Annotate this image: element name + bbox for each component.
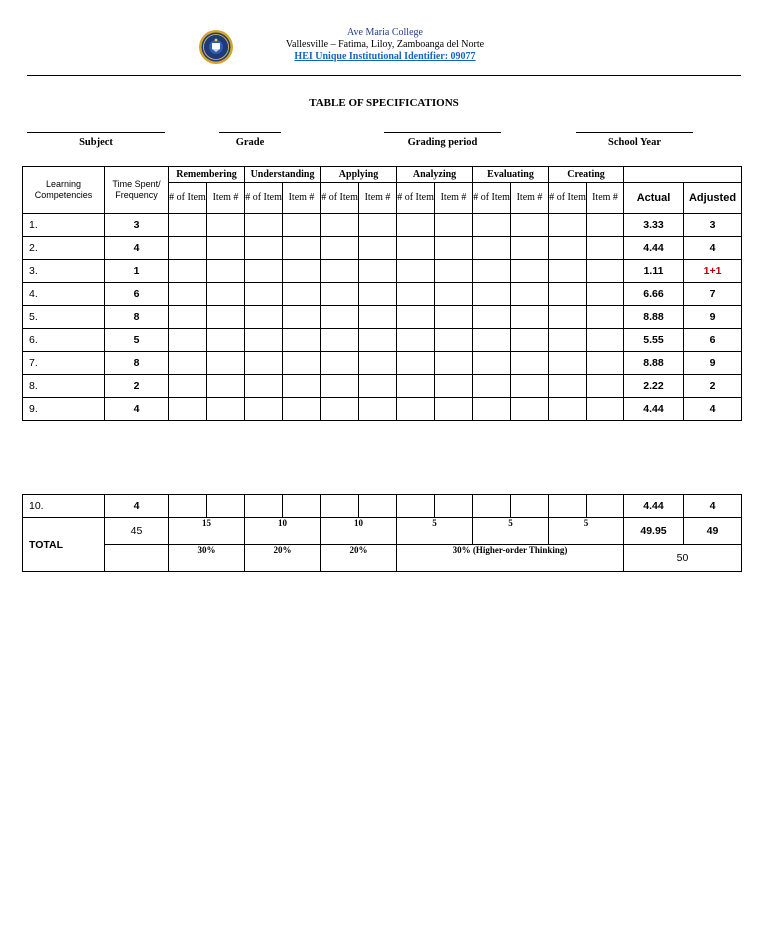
- item-entry-cell[interactable]: [169, 260, 207, 283]
- adjusted-cell: 9: [684, 352, 742, 375]
- item-entry-cell[interactable]: [549, 237, 587, 260]
- item-entry-cell[interactable]: [435, 260, 473, 283]
- item-entry-cell[interactable]: [207, 375, 245, 398]
- actual-cell: 8.88: [624, 306, 684, 329]
- item-entry-cell[interactable]: [169, 375, 207, 398]
- time-spent-cell: 8: [105, 352, 169, 375]
- actual-cell: 8.88: [624, 352, 684, 375]
- document-title: TABLE OF SPECIFICATIONS: [309, 97, 459, 109]
- item-entry-cell[interactable]: [549, 495, 587, 518]
- item-entry-cell[interactable]: [245, 352, 283, 375]
- table-row: [23, 306, 742, 329]
- item-entry-cell[interactable]: [359, 329, 397, 352]
- level-header-creating: Creating: [549, 167, 624, 183]
- item-entry-cell[interactable]: [207, 306, 245, 329]
- specifications-table: [22, 166, 742, 421]
- actual-header: Actual: [624, 183, 684, 214]
- item-entry-cell[interactable]: [207, 260, 245, 283]
- document-header: [0, 0, 768, 80]
- item-entry-cell[interactable]: [435, 375, 473, 398]
- item-entry-cell[interactable]: [397, 306, 435, 329]
- adjusted-cell: 4: [684, 495, 742, 518]
- num-items-header: # of Item: [169, 183, 207, 214]
- item-entry-cell[interactable]: [169, 283, 207, 306]
- num-items-header: # of Item: [397, 183, 435, 214]
- item-entry-cell[interactable]: [245, 283, 283, 306]
- table-row: [23, 398, 742, 421]
- row-number: 1.: [23, 214, 105, 237]
- total-adjusted: 49: [684, 518, 742, 545]
- item-entry-cell[interactable]: [549, 260, 587, 283]
- grading-period-field-line[interactable]: [384, 132, 501, 133]
- item-entry-cell[interactable]: [283, 495, 321, 518]
- school-year-label: School Year: [608, 137, 661, 148]
- item-entry-cell[interactable]: [207, 495, 245, 518]
- adjusted-cell: 9: [684, 306, 742, 329]
- item-entry-cell[interactable]: [321, 283, 359, 306]
- item-entry-cell[interactable]: [435, 495, 473, 518]
- item-number-header: Item #: [283, 183, 321, 214]
- item-entry-cell[interactable]: [283, 352, 321, 375]
- table-row: [23, 214, 742, 237]
- item-entry-cell[interactable]: [321, 495, 359, 518]
- time-spent-cell: 2: [105, 375, 169, 398]
- item-entry-cell[interactable]: [245, 375, 283, 398]
- pct-understanding: 20%: [245, 545, 321, 572]
- item-entry-cell[interactable]: [283, 283, 321, 306]
- item-entry-cell[interactable]: [283, 398, 321, 421]
- item-entry-cell[interactable]: [207, 398, 245, 421]
- item-entry-cell[interactable]: [283, 214, 321, 237]
- item-entry-cell[interactable]: [359, 237, 397, 260]
- row-number: 3.: [23, 260, 105, 283]
- table-row: [23, 237, 742, 260]
- time-spent-header: Time Spent/ Frequency: [105, 167, 169, 214]
- item-entry-cell[interactable]: [511, 329, 549, 352]
- row-number: 10.: [23, 495, 105, 518]
- item-entry-cell[interactable]: [207, 237, 245, 260]
- total-label: TOTAL: [23, 518, 105, 572]
- time-spent-cell: 4: [105, 495, 169, 518]
- item-entry-cell[interactable]: [283, 237, 321, 260]
- item-entry-cell[interactable]: [587, 495, 624, 518]
- item-entry-cell[interactable]: [359, 375, 397, 398]
- time-spent-cell: 3: [105, 214, 169, 237]
- table-row: [23, 352, 742, 375]
- item-number-header: Item #: [587, 183, 624, 214]
- time-spent-cell: 6: [105, 283, 169, 306]
- item-entry-cell[interactable]: [321, 214, 359, 237]
- item-entry-cell[interactable]: [169, 329, 207, 352]
- level-header-remembering: Remembering: [169, 167, 245, 183]
- item-entry-cell[interactable]: [283, 375, 321, 398]
- item-entry-cell[interactable]: [359, 260, 397, 283]
- item-entry-cell[interactable]: [511, 375, 549, 398]
- item-entry-cell[interactable]: [397, 352, 435, 375]
- item-entry-cell[interactable]: [245, 260, 283, 283]
- actual-cell: 6.66: [624, 283, 684, 306]
- level-header-evaluating: Evaluating: [473, 167, 549, 183]
- item-entry-cell[interactable]: [397, 283, 435, 306]
- item-entry-cell[interactable]: [359, 214, 397, 237]
- item-entry-cell[interactable]: [283, 260, 321, 283]
- item-entry-cell[interactable]: [549, 398, 587, 421]
- subject-label: Subject: [79, 137, 113, 148]
- level-total-creating: 5: [549, 518, 624, 545]
- item-entry-cell[interactable]: [473, 306, 511, 329]
- actual-cell: 4.44: [624, 237, 684, 260]
- grand-total: 50: [624, 545, 742, 572]
- level-total-analyzing: 5: [397, 518, 473, 545]
- item-entry-cell[interactable]: [321, 398, 359, 421]
- specifications-total-table: [22, 494, 742, 572]
- time-spent-cell: 4: [105, 237, 169, 260]
- level-total-evaluating: 5: [473, 518, 549, 545]
- item-entry-cell[interactable]: [435, 283, 473, 306]
- item-entry-cell[interactable]: [245, 495, 283, 518]
- adjusted-cell: 4: [684, 237, 742, 260]
- item-entry-cell[interactable]: [549, 352, 587, 375]
- num-items-header: # of Item: [473, 183, 511, 214]
- item-entry-cell[interactable]: [435, 352, 473, 375]
- item-entry-cell[interactable]: [587, 375, 624, 398]
- table-row: [23, 283, 742, 306]
- item-entry-cell[interactable]: [207, 283, 245, 306]
- item-entry-cell[interactable]: [549, 375, 587, 398]
- item-entry-cell[interactable]: [511, 214, 549, 237]
- time-spent-cell: 5: [105, 329, 169, 352]
- item-number-header: Item #: [511, 183, 549, 214]
- item-entry-cell[interactable]: [245, 306, 283, 329]
- item-entry-cell[interactable]: [321, 352, 359, 375]
- grading-period-label: Grading period: [407, 137, 478, 148]
- item-entry-cell[interactable]: [473, 329, 511, 352]
- item-entry-cell[interactable]: [397, 495, 435, 518]
- item-entry-cell[interactable]: [169, 214, 207, 237]
- level-header-applying: Applying: [321, 167, 397, 183]
- item-entry-cell[interactable]: [587, 398, 624, 421]
- item-entry-cell[interactable]: [435, 214, 473, 237]
- item-entry-cell[interactable]: [397, 237, 435, 260]
- item-entry-cell[interactable]: [587, 237, 624, 260]
- pct-applying: 20%: [321, 545, 397, 572]
- college-seal-icon: [198, 29, 234, 65]
- header-divider: [27, 75, 741, 76]
- item-entry-cell[interactable]: [397, 329, 435, 352]
- item-entry-cell[interactable]: [435, 306, 473, 329]
- institution-identifier-link[interactable]: HEI Unique Institutional Identifier: 09077: [294, 51, 476, 62]
- row-number: 8.: [23, 375, 105, 398]
- num-items-header: # of Item: [321, 183, 359, 214]
- item-entry-cell[interactable]: [321, 375, 359, 398]
- item-entry-cell[interactable]: [397, 375, 435, 398]
- grade-field-line[interactable]: [219, 132, 281, 133]
- table-row: [23, 260, 742, 283]
- subject-field-line[interactable]: [27, 132, 165, 133]
- actual-cell: 1.11: [624, 260, 684, 283]
- level-total-remembering: 15: [169, 518, 245, 545]
- adjusted-cell: 3: [684, 214, 742, 237]
- total-time: 45: [105, 518, 169, 545]
- item-entry-cell[interactable]: [435, 398, 473, 421]
- actual-cell: 5.55: [624, 329, 684, 352]
- school-year-field-line[interactable]: [576, 132, 693, 133]
- item-entry-cell[interactable]: [283, 329, 321, 352]
- item-entry-cell[interactable]: [473, 214, 511, 237]
- row-number: 5.: [23, 306, 105, 329]
- item-entry-cell[interactable]: [359, 495, 397, 518]
- item-entry-cell[interactable]: [473, 495, 511, 518]
- item-entry-cell[interactable]: [587, 329, 624, 352]
- time-spent-cell: 8: [105, 306, 169, 329]
- total-actual: 49.95: [624, 518, 684, 545]
- item-entry-cell[interactable]: [207, 352, 245, 375]
- item-entry-cell[interactable]: [321, 237, 359, 260]
- item-entry-cell[interactable]: [435, 237, 473, 260]
- item-entry-cell[interactable]: [169, 495, 207, 518]
- pct-higher-order: 30% (Higher-order Thinking): [397, 545, 624, 572]
- adjusted-cell: 1+1: [684, 260, 742, 283]
- item-entry-cell[interactable]: [587, 283, 624, 306]
- item-entry-cell[interactable]: [207, 329, 245, 352]
- item-entry-cell[interactable]: [549, 329, 587, 352]
- adjusted-cell: 7: [684, 283, 742, 306]
- row-number: 9.: [23, 398, 105, 421]
- item-entry-cell[interactable]: [511, 306, 549, 329]
- level-header-understanding: Understanding: [245, 167, 321, 183]
- item-entry-cell[interactable]: [245, 214, 283, 237]
- item-entry-cell[interactable]: [321, 260, 359, 283]
- item-entry-cell[interactable]: [321, 306, 359, 329]
- table-row: [23, 375, 742, 398]
- level-header-analyzing: Analyzing: [397, 167, 473, 183]
- adjusted-cell: 6: [684, 329, 742, 352]
- item-entry-cell[interactable]: [587, 352, 624, 375]
- pct-remembering: 30%: [169, 545, 245, 572]
- item-entry-cell[interactable]: [435, 329, 473, 352]
- actual-cell: 3.33: [624, 214, 684, 237]
- item-entry-cell[interactable]: [321, 329, 359, 352]
- level-total-understanding: 10: [245, 518, 321, 545]
- item-entry-cell[interactable]: [473, 398, 511, 421]
- actual-cell: 2.22: [624, 375, 684, 398]
- item-entry-cell[interactable]: [169, 237, 207, 260]
- item-entry-cell[interactable]: [397, 260, 435, 283]
- item-number-header: Item #: [435, 183, 473, 214]
- item-entry-cell[interactable]: [473, 352, 511, 375]
- adjusted-header: Adjusted: [684, 183, 742, 214]
- item-entry-cell[interactable]: [511, 260, 549, 283]
- table-row: [23, 329, 742, 352]
- learning-competencies-header: Learning Competencies: [23, 167, 105, 214]
- item-entry-cell[interactable]: [473, 260, 511, 283]
- item-entry-cell[interactable]: [511, 352, 549, 375]
- item-entry-cell[interactable]: [587, 260, 624, 283]
- item-entry-cell[interactable]: [169, 352, 207, 375]
- item-entry-cell[interactable]: [473, 375, 511, 398]
- row-number: 6.: [23, 329, 105, 352]
- item-entry-cell[interactable]: [511, 283, 549, 306]
- item-entry-cell[interactable]: [397, 398, 435, 421]
- item-entry-cell[interactable]: [511, 398, 549, 421]
- item-entry-cell[interactable]: [549, 214, 587, 237]
- item-entry-cell[interactable]: [587, 306, 624, 329]
- grade-label: Grade: [235, 137, 265, 148]
- time-spent-cell: 4: [105, 398, 169, 421]
- item-entry-cell[interactable]: [473, 237, 511, 260]
- item-entry-cell[interactable]: [359, 306, 397, 329]
- level-total-applying: 10: [321, 518, 397, 545]
- item-number-header: Item #: [359, 183, 397, 214]
- item-entry-cell[interactable]: [207, 214, 245, 237]
- item-entry-cell[interactable]: [245, 329, 283, 352]
- item-entry-cell[interactable]: [397, 214, 435, 237]
- item-entry-cell[interactable]: [473, 283, 511, 306]
- college-address: Vallesville – Fatima, Liloy, Zamboanga del Norte: [285, 39, 485, 50]
- item-entry-cell[interactable]: [283, 306, 321, 329]
- item-entry-cell[interactable]: [511, 237, 549, 260]
- adjusted-cell: 2: [684, 375, 742, 398]
- item-entry-cell[interactable]: [359, 352, 397, 375]
- empty-cell: [105, 545, 169, 572]
- row-number: 2.: [23, 237, 105, 260]
- college-name: Ave Maria College: [347, 27, 423, 38]
- item-entry-cell[interactable]: [549, 283, 587, 306]
- num-items-header: # of Item: [549, 183, 587, 214]
- item-number-header: Item #: [207, 183, 245, 214]
- item-entry-cell[interactable]: [169, 306, 207, 329]
- actual-cell: 4.44: [624, 398, 684, 421]
- actual-cell: 4.44: [624, 495, 684, 518]
- item-entry-cell[interactable]: [359, 398, 397, 421]
- adjusted-cell: 4: [684, 398, 742, 421]
- item-entry-cell[interactable]: [245, 237, 283, 260]
- time-spent-cell: 1: [105, 260, 169, 283]
- item-entry-cell[interactable]: [245, 398, 283, 421]
- item-entry-cell[interactable]: [549, 306, 587, 329]
- num-items-header: # of Item: [245, 183, 283, 214]
- item-entry-cell[interactable]: [587, 214, 624, 237]
- item-entry-cell[interactable]: [511, 495, 549, 518]
- row-number: 7.: [23, 352, 105, 375]
- item-entry-cell[interactable]: [169, 398, 207, 421]
- actual-adjusted-header-blank: [624, 167, 742, 183]
- row-number: 4.: [23, 283, 105, 306]
- item-entry-cell[interactable]: [359, 283, 397, 306]
